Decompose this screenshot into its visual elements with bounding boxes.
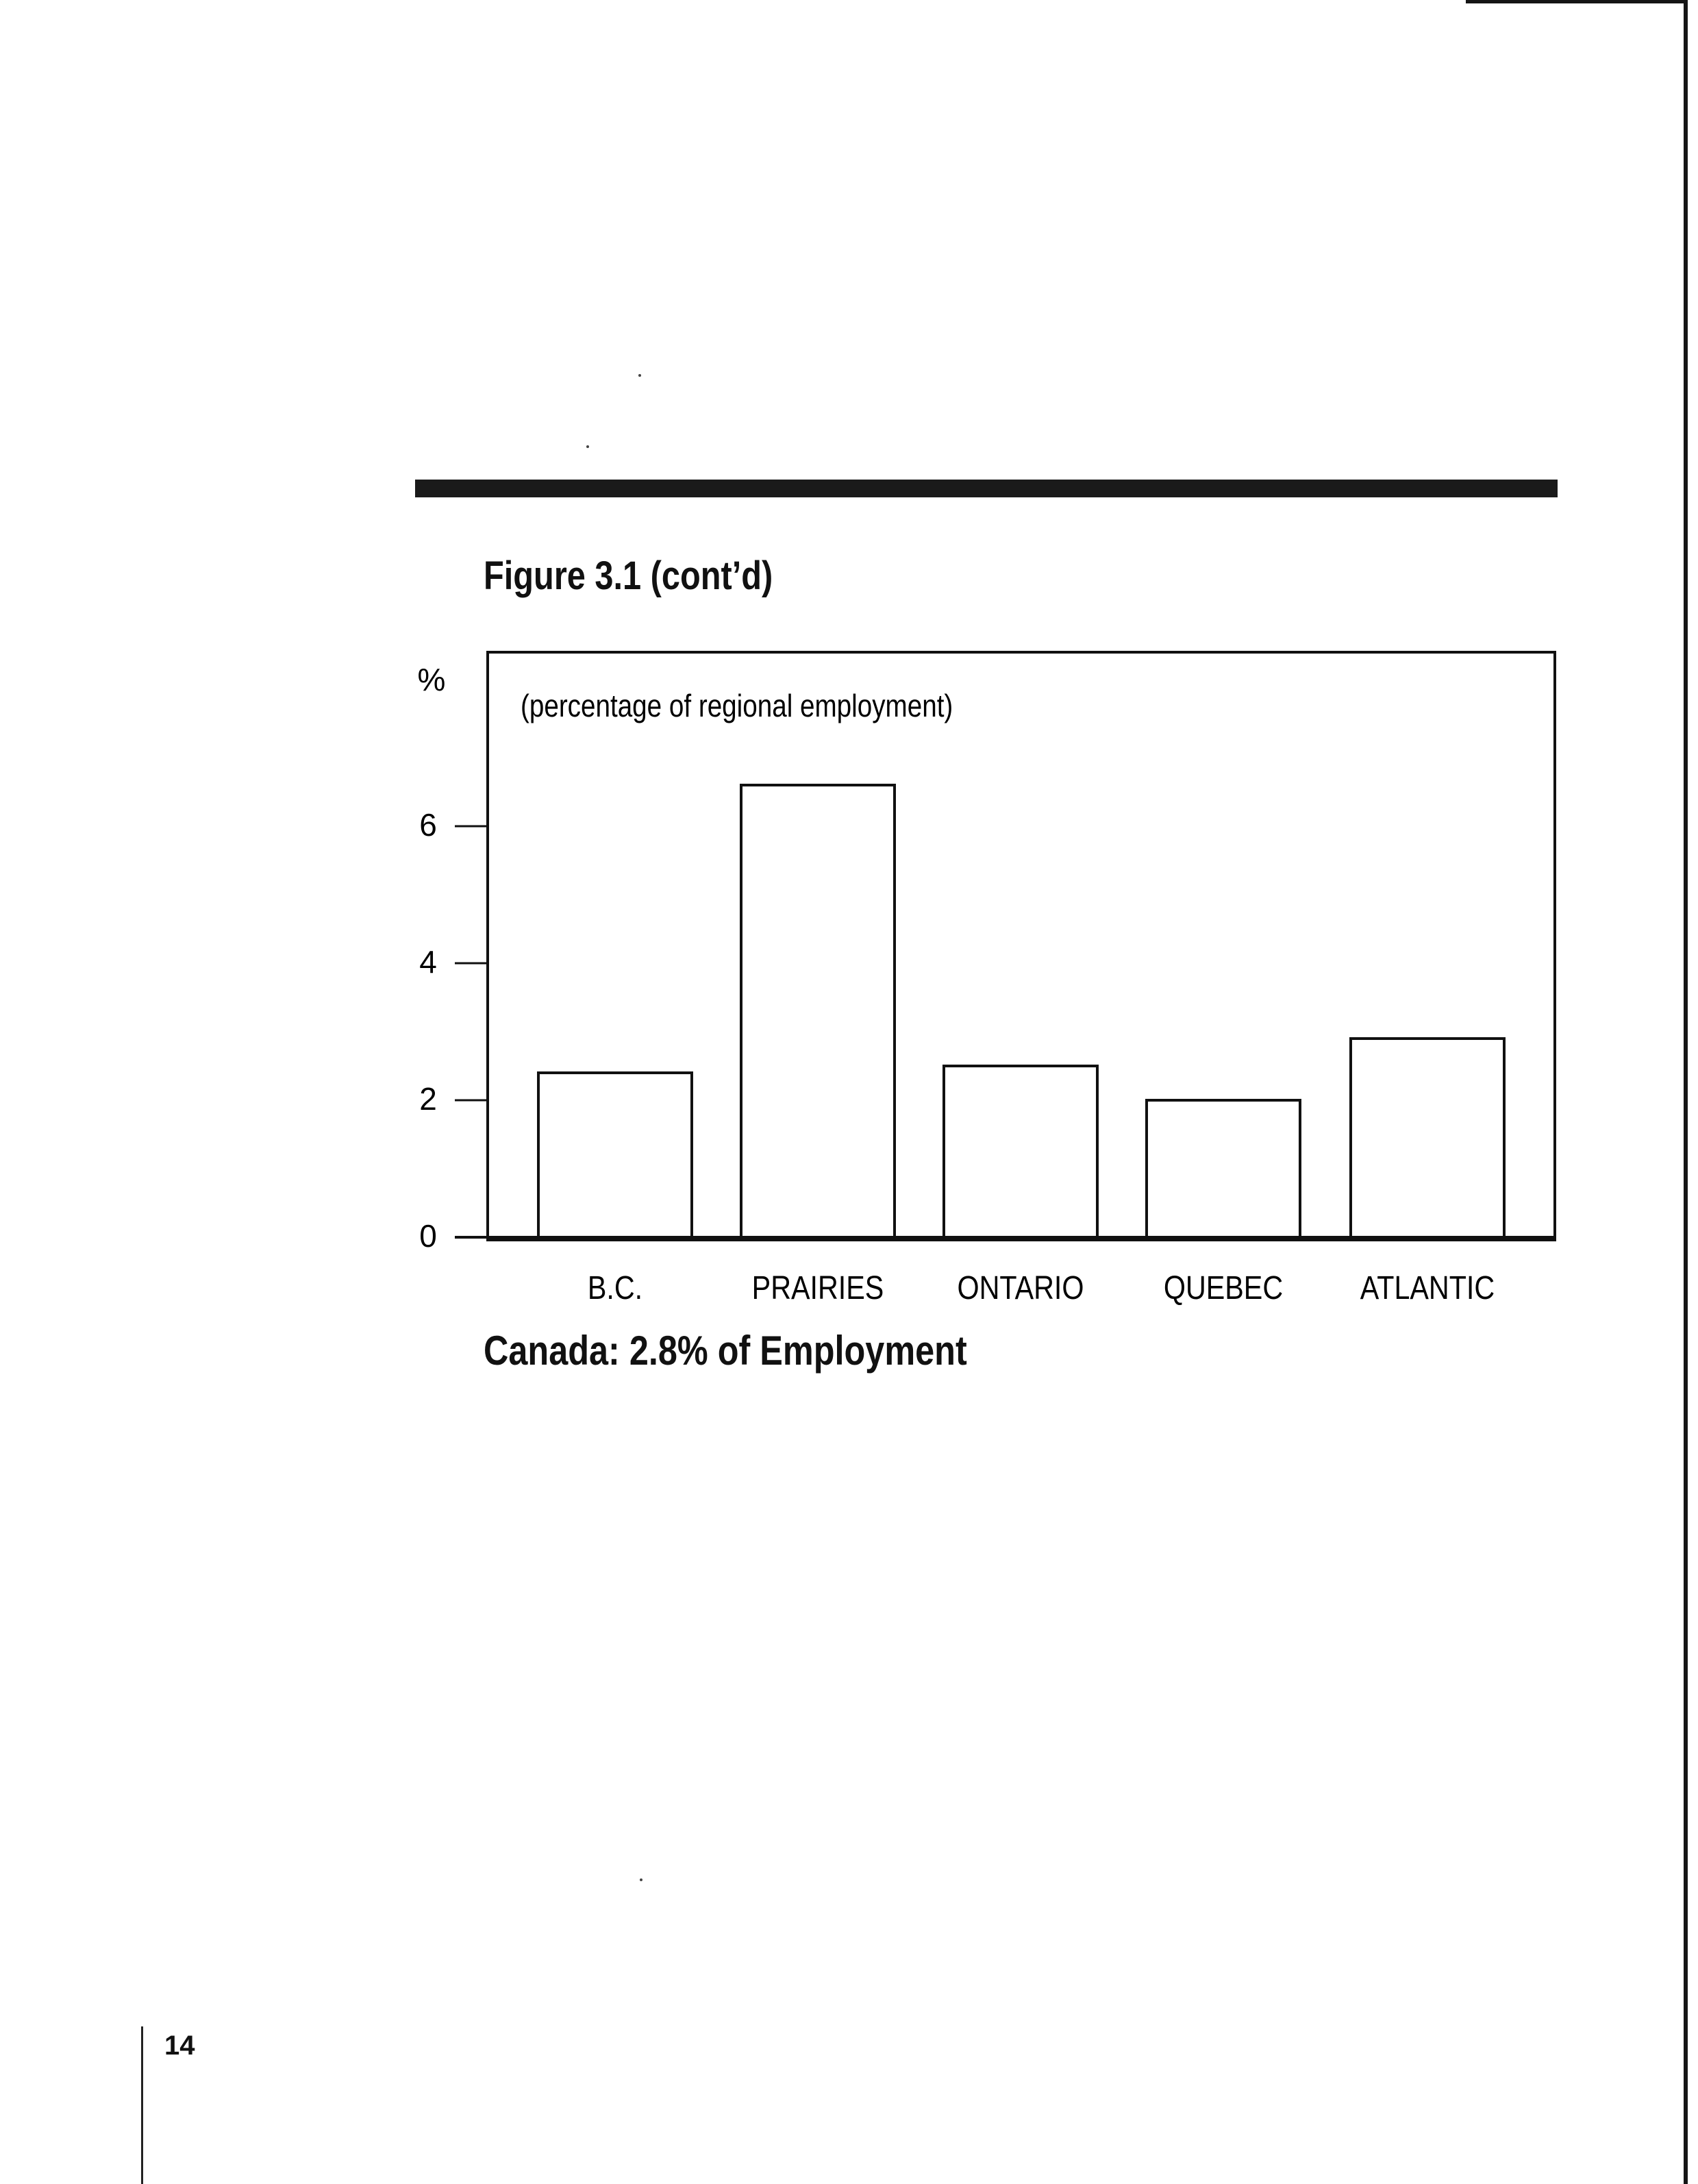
margin-bar <box>141 2026 143 2184</box>
scan-speck <box>640 1878 642 1881</box>
y-tick-label: 2 <box>419 1081 437 1117</box>
bar-atlantic <box>1351 1039 1504 1237</box>
x-tick-label: ONTARIO <box>957 1269 1084 1306</box>
y-tick-label: 0 <box>419 1218 437 1254</box>
x-tick-label: QUEBEC <box>1163 1269 1284 1306</box>
x-tick-label: PRAIRIES <box>751 1269 884 1306</box>
y-tick-label: 4 <box>419 944 437 980</box>
bar-prairies <box>741 785 895 1237</box>
x-tick-label: ATLANTIC <box>1360 1269 1495 1306</box>
y-ticks <box>419 807 488 1254</box>
page-number: 14 <box>164 2031 195 2061</box>
x-tick-label: B.C. <box>587 1269 643 1306</box>
canada-footnote: Canada: 2.8% of Employment <box>484 1328 967 1374</box>
bar-bc <box>538 1073 692 1237</box>
bar-ontario <box>944 1066 1097 1237</box>
x-labels <box>588 1269 1495 1306</box>
bar-quebec <box>1147 1100 1300 1237</box>
chart-subtitle: (percentage of regional employment) <box>520 688 953 723</box>
y-unit-label: % <box>417 662 446 697</box>
y-tick-label: 6 <box>419 807 437 843</box>
bars <box>538 785 1504 1237</box>
figure-title: Figure 3.1 (cont’d) <box>484 554 773 598</box>
